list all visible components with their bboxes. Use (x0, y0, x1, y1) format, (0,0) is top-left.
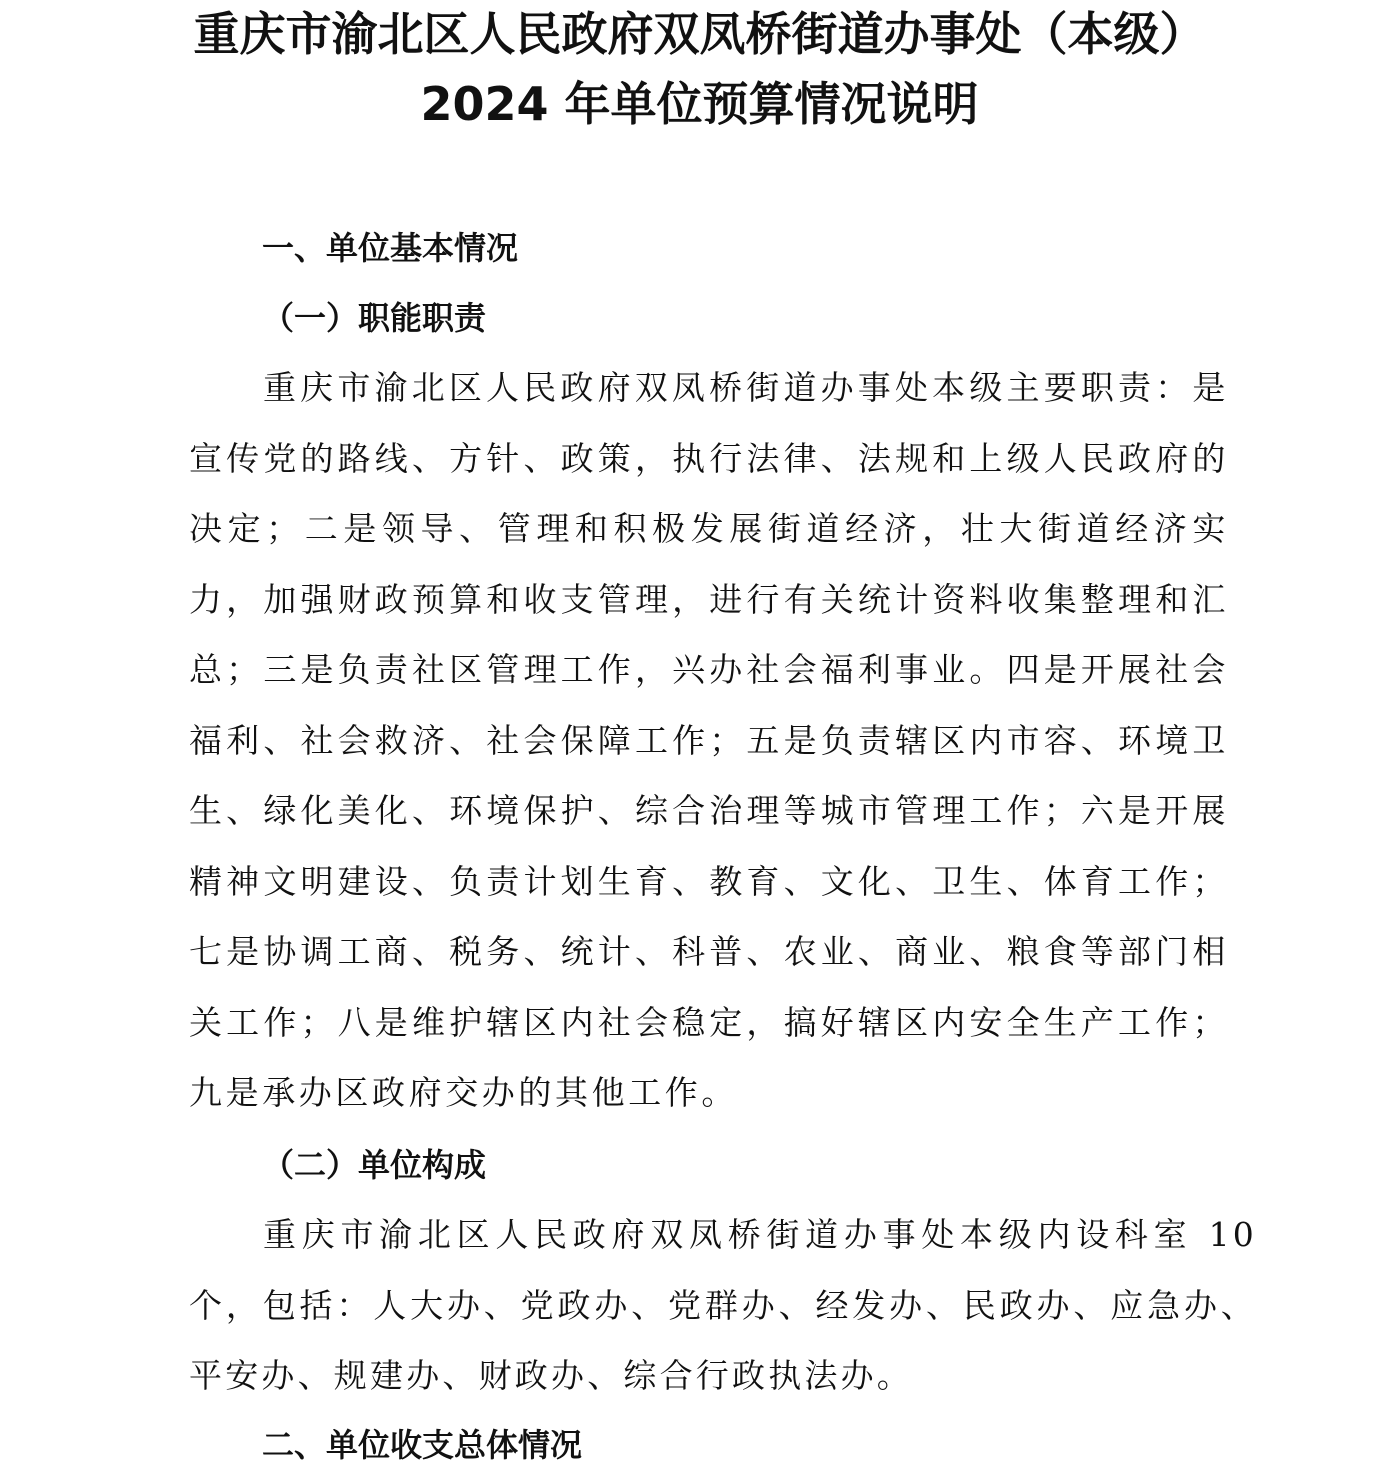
composition-paragraph: 重庆市渝北区人民政府双凤桥街道办事处本级内设科室 10 个，包括：人大办、党政办、党群办、经发办、民政办、应急办、平安办、规建办、财政办、综合行政执法办。 (189, 1215, 1257, 1395)
functions-paragraph: 重庆市渝北区人民政府双凤桥街道办事处本级主要职责：是宣传党的路线、方针、政策，执行法律、法规和上级人民政府的决定；二是领导、管理和积极发展街道经济，壮大街道经济实力，加强财政预算和收支管理，进行有关统计资料收集整理和汇总；三是负责社区管理工作，兴办社会福利事业。四是开展社会福利、社会救济、社会保障工作；五是负责辖区内市容、环境卫生、绿化美化、环境保护、综合治理等城市管理工作；六是开展精神文明建设、负责计划生育、教育、文化、卫生、体育工作；七是协调工商、税务、统计、科普、农业、商业、粮食等部门相关工作；八是维护辖区内社会稳定，搞好辖区内安全生产工作；九是承办区政府交办的其他工作。 (189, 368, 1229, 1112)
section-heading-basic-info: 一、单位基本情况 (262, 229, 519, 267)
section-heading-budget-overview: 二、单位收支总体情况 (262, 1426, 583, 1464)
document-title-line-2: 2024 年单位预算情况说明 (420, 77, 979, 131)
subsection-heading-composition: （二）单位构成 (262, 1146, 487, 1184)
subsection-heading-functions: （一）职能职责 (262, 299, 487, 337)
document-title-line-1: 重庆市渝北区人民政府双凤桥街道办事处（本级） (193, 7, 1206, 61)
